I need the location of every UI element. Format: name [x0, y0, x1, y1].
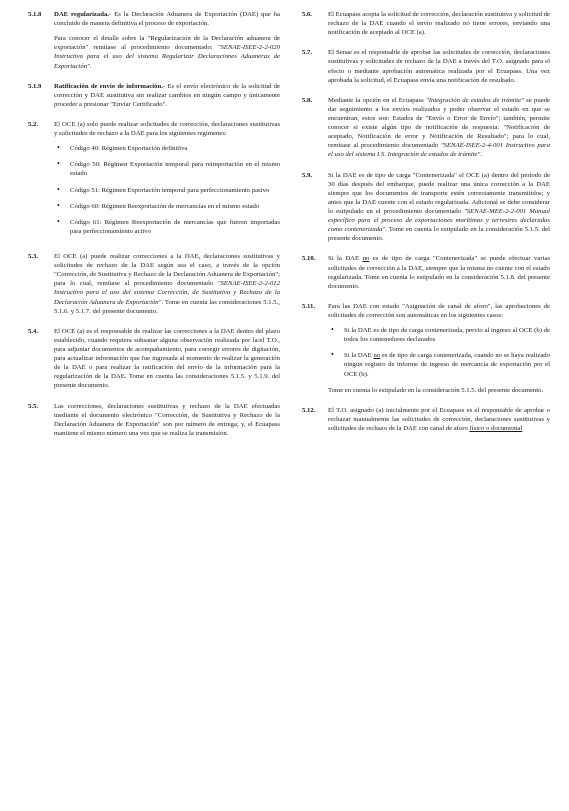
section-number: 5.9. — [302, 171, 313, 179]
paragraph — [54, 34, 280, 70]
section-number: 5.1.9 — [28, 82, 42, 90]
list-item: • Si la DAE es de tipo de carga contenerizada, previo al ingreso al OCE (b) de todos los contenedores declarados — [328, 326, 550, 344]
section-body — [54, 252, 280, 316]
section-5-2 — [28, 120, 280, 243]
section-number: 5.8. — [302, 96, 313, 104]
section-body — [328, 406, 550, 433]
list-item-text: Si la DAE — [344, 352, 374, 360]
case-list — [328, 326, 550, 379]
paragraph-text: . Tome en cuenta lo estipulado en la consideración 5.1.5. del presente documento. — [328, 226, 550, 243]
list-item: • Código 40: Régimen Exportación definitiva — [54, 144, 280, 153]
section-number: 5.4. — [28, 327, 39, 335]
section-5-3 — [28, 252, 280, 316]
section-body — [54, 82, 280, 109]
paragraph: El OCE (a) es el responsable de realizar las correcciones a la DAE dentro del plazo establecido, cuando requiera subsanar alguna observación realizada por la/el T.O., para adjuntar documentos de acompañamiento, para corregir errores de digitación, para actualizar información que fue ingresada al momento de realizar la generación de la DAE o para realizar la ratificación del envío de la información para la regularización de la DAE. Tome en cuenta las consideraciones 5.1.5. y 5.1.9. del presente documento. — [54, 327, 280, 390]
list-item: • Código 61: Régimen Reexportación de mercancías que fueron importadas para perfeccionamiento activo — [54, 218, 280, 236]
section-number: 5.5. — [28, 402, 39, 410]
section-number: 5.11. — [302, 302, 316, 310]
underlined-text: físico o documental — [469, 424, 523, 432]
section-number: 5.7. — [302, 49, 313, 57]
document-reference: "SENAE-MEE-2-2-001 Manual específico para el proceso de exportaciones marítimas y terrestres declaradas como contenerizada" — [328, 207, 550, 234]
section-body — [54, 10, 280, 71]
paragraph — [54, 252, 280, 316]
section-5-1-9 — [28, 82, 280, 109]
paragraph-text: . Tome en cuenta las consideraciones 5.1.5., 5.1.6. y 5.1.7. del presente documento. — [54, 298, 280, 315]
section-body — [54, 402, 280, 438]
section-5-12 — [302, 406, 550, 433]
paragraph: Las correcciones, declaraciones sustitutivas y rechazo de la DAE efectuadas mediante el documento electrónico "Corrección, de Sustitutiva y Rechazo de la Declaración Aduanera de Exportación" son por número de entrega; y, el Ecuapass mantiene el mismo número una vez que se realiza la transmisión. — [54, 402, 280, 437]
section-5-6 — [302, 10, 550, 37]
paragraph: El Ecuapass acepta la solicitud de corrección, declaración sustitutiva y solicitud de rechazo de la DAE cuando el envío realizado no tiene errores, enviando una notificación de aceptado al OCE (a). — [328, 11, 550, 37]
section-5-1-8 — [28, 10, 280, 71]
paragraph — [328, 406, 550, 433]
section-5-9 — [302, 171, 550, 244]
list-item: • Código 50: Régimen Exportación temporal para reimportación en el mismo estado — [54, 160, 280, 178]
list-item: • Código 60: Régimen Reexportación de mercancías en el mismo estado — [54, 202, 280, 211]
paragraph: El Senae es el responsable de aprobar las solicitudes de corrección, declaraciones sustitutivas y solicitudes de rechazo de la DAE a través del T.O. asignado para el efecto o mediante aprobación automática realizada por el Ecuapass. Una vez aprobada la solicitud, el Ecuapass envía una notificación de resultado. — [328, 49, 550, 84]
emphasis-no: no — [362, 255, 370, 263]
list-item — [328, 351, 550, 378]
section-body — [328, 302, 550, 395]
section-5-7 — [302, 48, 550, 84]
paragraph: Para las DAE con estado "Asignación de canal de aforo", las aprobaciones de solicitudes de corrección son automáticas en los siguientes casos: — [328, 302, 550, 319]
paragraph — [328, 254, 550, 290]
paragraph-text: El OCE (a) puede realizar correcciones a la DAE, declaraciones sustitutivas y solicitudes de rechazo de la DAE según sea el caso, a través de la opción "Corrección, de Sustitutiva y Rechazo de la Declaración Aduanera de Exportación"; para lo cual, remítase al procedimiento documentado — [54, 252, 280, 288]
left-column — [28, 10, 280, 449]
section-number: 5.6. — [302, 11, 313, 18]
section-5-4 — [28, 327, 280, 391]
paragraph-text: es de tipo de carga "Contenerizada" se puede efectuar varias solicitudes de corrección a la DAE, siempre que la misma no cuente con el estado regularizada. Tome en cuenta lo estipulado en la consideración 5.1.8. del presente documento. — [328, 255, 550, 290]
section-body — [328, 171, 550, 244]
section-number: 5.12. — [302, 406, 316, 414]
emphasis-no: no — [373, 352, 381, 360]
paragraph-text: Si la DAE — [328, 255, 363, 263]
section-body — [328, 96, 550, 160]
paragraph: Tome en cuenta lo estipulado en la consideración 5.1.5. del presente documento. — [328, 386, 544, 394]
section-number: 5.2. — [28, 120, 39, 128]
section-number: 5.10. — [302, 255, 316, 263]
paragraph — [328, 96, 550, 160]
document-reference: "SENAE-ISEE-2-2-020 Instructivo para el uso del sistema Regularizar Declaraciones Aduaneras de Exportación" — [54, 44, 280, 70]
menu-option-reference: "Integración de estados de trámite" — [425, 96, 524, 104]
section-number: 5.1.8 — [28, 11, 42, 18]
section-number: 5.3. — [28, 252, 39, 260]
section-5-10 — [302, 254, 550, 290]
section-body — [54, 327, 280, 391]
paragraph-text: Para conocer el detalle sobre la "Regularización de la Declaración aduanera de exportación" remítase al procedimiento documentado: — [54, 35, 280, 52]
term-title: Ratificación de envío de información. — [54, 82, 163, 90]
document-reference: "SENAE-ISEE-2-2-012 Instructivo para el uso del sistema Corrección, de Sustitutiva y Rechazo de la Declaración Aduanera de Exportación" — [54, 280, 280, 306]
paragraph — [328, 171, 550, 244]
section-5-5 — [28, 402, 280, 438]
regime-list — [54, 144, 280, 236]
paragraph-text: . — [89, 62, 92, 70]
paragraph — [54, 82, 280, 109]
list-item: • Código 51: Régimen Exportación temporal para perfeccionamiento pasivo — [54, 186, 280, 195]
section-5-11 — [302, 302, 550, 395]
paragraph-text: Si la DAE es de tipo de carga "Contenerizada" el OCE (a) dentro del período de 30 días después del embarque, puede realizar una única corrección a la DAE siempre que los documentos de transporte estén correctamente transmitidos; y antes que la DAE cuente con el estado regularizada. Adicional se debe considerar lo estipulado en el procedimiento documentado — [328, 171, 550, 215]
section-body — [328, 254, 550, 290]
section-5-8 — [302, 96, 550, 160]
right-column — [302, 10, 550, 433]
definition-text: - Es la Declaración Aduanera de Exportación (DAE) que ha concluido de manera definitiva el proceso de exportación. — [54, 11, 280, 28]
paragraph — [54, 10, 280, 28]
section-body — [328, 48, 550, 84]
paragraph-text: Mediante la opción en el Ecuapass — [328, 96, 426, 104]
list-item-text: es de tipo de carga contenerizada, cuando no se haya realizado ningún registro de informe de ingreso de mercancía de exportación por el OCE (b). — [344, 352, 550, 378]
term-title: DAE regularizada. — [54, 11, 109, 18]
section-body — [328, 10, 550, 37]
paragraph-text: El T.O. asignado (a) inicialmente por el Ecuapass es el responsable de aprobar o rechazar manualmente las solicitudes de corrección, declaraciones sustitutivas y solicitudes de rechazo de la DAE con canal de aforo — [328, 406, 550, 432]
paragraph-text: se puede dar seguimiento a los envíos realizados y poder observar el estado en que se encuentran, estos son: Estados de "Envío o Error de Envío"; también, permite conocer si existe algún tipo de notificación de respuesta: "Notificación de aceptado, Notificación de error y Notificación de Resultado"; para lo cual, remítase al procedimiento documentado — [328, 96, 550, 150]
paragraph: El OCE (a) solo puede realizar solicitudes de corrección, declaraciones sustitutivas y solicitudes de rechazo a la DAE para los siguientes regímenes: — [54, 120, 280, 138]
section-body — [54, 120, 280, 243]
definition-text: - Es el envío electrónico de la solicitud de corrección y DAE sustitutiva sin realizar cambios en ningún campo y únicamente proceder a presionar "Enviar Certificado". — [54, 82, 280, 108]
document-reference: "SENAE-ISEE-2-4-001 Instructivo para el uso del sistema I.S. Integración de estados de trámite" — [328, 142, 550, 159]
paragraph-text: . — [480, 151, 482, 159]
